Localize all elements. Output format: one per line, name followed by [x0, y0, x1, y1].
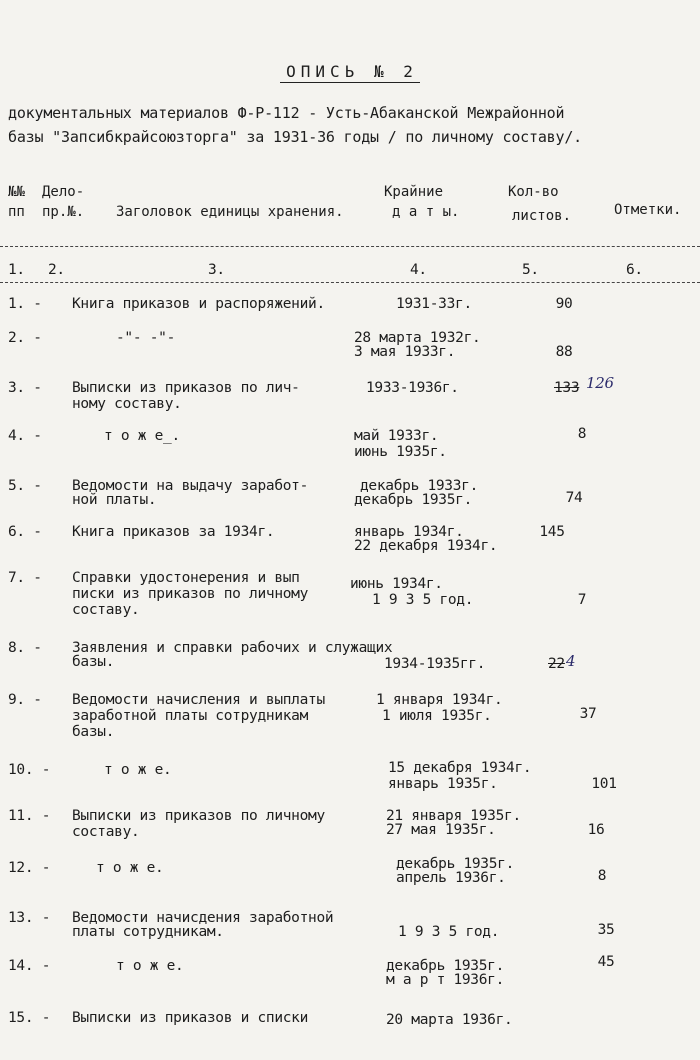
row-dates: декабрь 1935г.	[354, 492, 473, 508]
row-title: т о ж е_.	[104, 428, 180, 444]
row-sheets: 37	[579, 706, 597, 722]
row-dates: 1 9 3 5 год.	[372, 592, 474, 608]
row-title: Книга приказов за 1934г.	[72, 524, 275, 540]
column-number-5: 5.	[522, 262, 539, 278]
row-dates: январь 1935г.	[388, 776, 498, 792]
column-number-rule	[0, 282, 700, 283]
header-dates-1: Крайние	[384, 184, 444, 200]
row-sheets: 16	[587, 822, 605, 838]
row-dates: 3 мая 1933г.	[354, 344, 456, 360]
column-number-1: 1.	[8, 262, 25, 278]
row-sheets: 90	[555, 296, 573, 312]
header-dates-2: д а т ы.	[392, 204, 460, 220]
header-nn-1: №№	[8, 184, 25, 200]
subtitle-line-1: документальных материалов Ф-Р-112 - Усть-Абаканской Межрайонной	[8, 104, 565, 122]
row-dates: июнь 1934г.	[350, 576, 443, 592]
row-number: 9. -	[8, 692, 42, 708]
header-sheets-2: листов.	[512, 208, 572, 224]
row-sheets: 8	[577, 426, 587, 442]
row-title: т о ж е.	[116, 958, 184, 974]
row-dates: май 1933г.	[354, 428, 439, 444]
row-sheets: 145	[539, 524, 565, 540]
row-title: заработной платы сотрудникам	[72, 708, 309, 724]
header-nn-2: пп	[8, 204, 25, 220]
row-sheets: 8	[597, 868, 607, 884]
row-title: составу.	[72, 824, 140, 840]
row-title: ному составу.	[72, 396, 182, 412]
row-dates: декабрь 1933г.	[360, 478, 479, 494]
document-title: ОПИСЬ № 2	[0, 62, 700, 81]
row-sheets: 45	[597, 954, 615, 970]
column-number-4: 4.	[410, 262, 427, 278]
row-dates: июнь 1935г.	[354, 444, 447, 460]
row-number: 8. -	[8, 640, 42, 656]
row-title: -"- -"-	[116, 330, 176, 346]
row-dates: 15 декабря 1934г.	[388, 760, 532, 776]
row-title: Выписки из приказов по лич-	[72, 380, 300, 396]
row-title: ной платы.	[72, 492, 157, 508]
row-dates: м а р т 1936г.	[386, 972, 505, 988]
row-title: составу.	[72, 602, 140, 618]
row-sheets-handwritten: 126	[586, 374, 614, 392]
row-sheets: 7	[577, 592, 587, 608]
row-number: 11. -	[8, 808, 51, 824]
row-number: 12. -	[8, 860, 51, 876]
row-dates: декабрь 1935г.	[386, 958, 505, 974]
header-sheets-1: Кол-во	[508, 184, 559, 200]
header-delo-1: Дело-	[42, 184, 85, 200]
row-dates: 28 марта 1932г.	[354, 330, 481, 346]
row-number: 5. -	[8, 478, 42, 494]
row-dates: 1933-1936г.	[366, 380, 459, 396]
row-dates: апрель 1936г.	[396, 870, 506, 886]
row-title: Ведомости начисления и выплаты	[72, 692, 325, 708]
row-title: базы.	[72, 724, 115, 740]
row-title: платы сотрудникам.	[72, 924, 224, 940]
header-notes: Отметки.	[614, 202, 682, 218]
row-title: Ведомости на выдачу заработ-	[72, 478, 309, 494]
row-title: Книга приказов и распоряжений.	[72, 296, 325, 312]
row-number: 3. -	[8, 380, 42, 396]
row-number: 1. -	[8, 296, 42, 312]
row-title: Справки удостонерения и вып	[72, 570, 300, 586]
header-rule	[0, 246, 700, 247]
row-number: 14. -	[8, 958, 51, 974]
row-dates: 1931-33г.	[396, 296, 472, 312]
row-dates: 1934-1935гг.	[384, 656, 486, 672]
row-dates: 21 января 1935г.	[386, 808, 521, 824]
row-number: 2. -	[8, 330, 42, 346]
row-title: писки из приказов по личному	[72, 586, 309, 602]
row-dates: 1 июля 1935г.	[382, 708, 492, 724]
row-number: 13. -	[8, 910, 51, 926]
row-dates: 1 9 3 5 год.	[398, 924, 500, 940]
row-dates: 20 марта 1936г.	[386, 1012, 513, 1028]
subtitle-line-2: базы "Запсибкрайсоюзторга" за 1931-36 годы / по личному составу/.	[8, 128, 582, 146]
row-sheets-struck: 22	[548, 656, 565, 672]
row-sheets: 35	[597, 922, 615, 938]
row-number: 4. -	[8, 428, 42, 444]
row-title: Заявления и справки рабочих и служащих	[72, 640, 393, 656]
row-dates: январь 1934г.	[354, 524, 464, 540]
row-title: т о ж е.	[104, 762, 172, 778]
column-number-3: 3.	[208, 262, 225, 278]
row-number: 10. -	[8, 762, 51, 778]
row-dates: 27 мая 1935г.	[386, 822, 496, 838]
row-number: 15. -	[8, 1010, 51, 1026]
row-dates: декабрь 1935г.	[396, 856, 515, 872]
row-dates: 1 января 1934г.	[376, 692, 503, 708]
header-delo-2: пр.№.	[42, 204, 85, 220]
row-title: базы.	[72, 654, 115, 670]
row-number: 7. -	[8, 570, 42, 586]
row-sheets-handwritten: 4	[566, 652, 576, 670]
row-title: Выписки из приказов по личному	[72, 808, 325, 824]
row-title: Ведомости начисдения заработной	[72, 910, 334, 926]
header-title: Заголовок единицы хранения.	[116, 204, 344, 220]
row-title: Выписки из приказов и списки	[72, 1010, 309, 1026]
column-number-2: 2.	[48, 262, 65, 278]
row-sheets: 88	[555, 344, 573, 360]
column-number-6: 6.	[626, 262, 643, 278]
row-dates: 22 декабря 1934г.	[354, 538, 498, 554]
row-sheets: 101	[591, 776, 617, 792]
row-title: т о ж е.	[96, 860, 164, 876]
row-number: 6. -	[8, 524, 42, 540]
row-sheets: 74	[565, 490, 583, 506]
row-sheets-struck: 133	[554, 380, 580, 396]
